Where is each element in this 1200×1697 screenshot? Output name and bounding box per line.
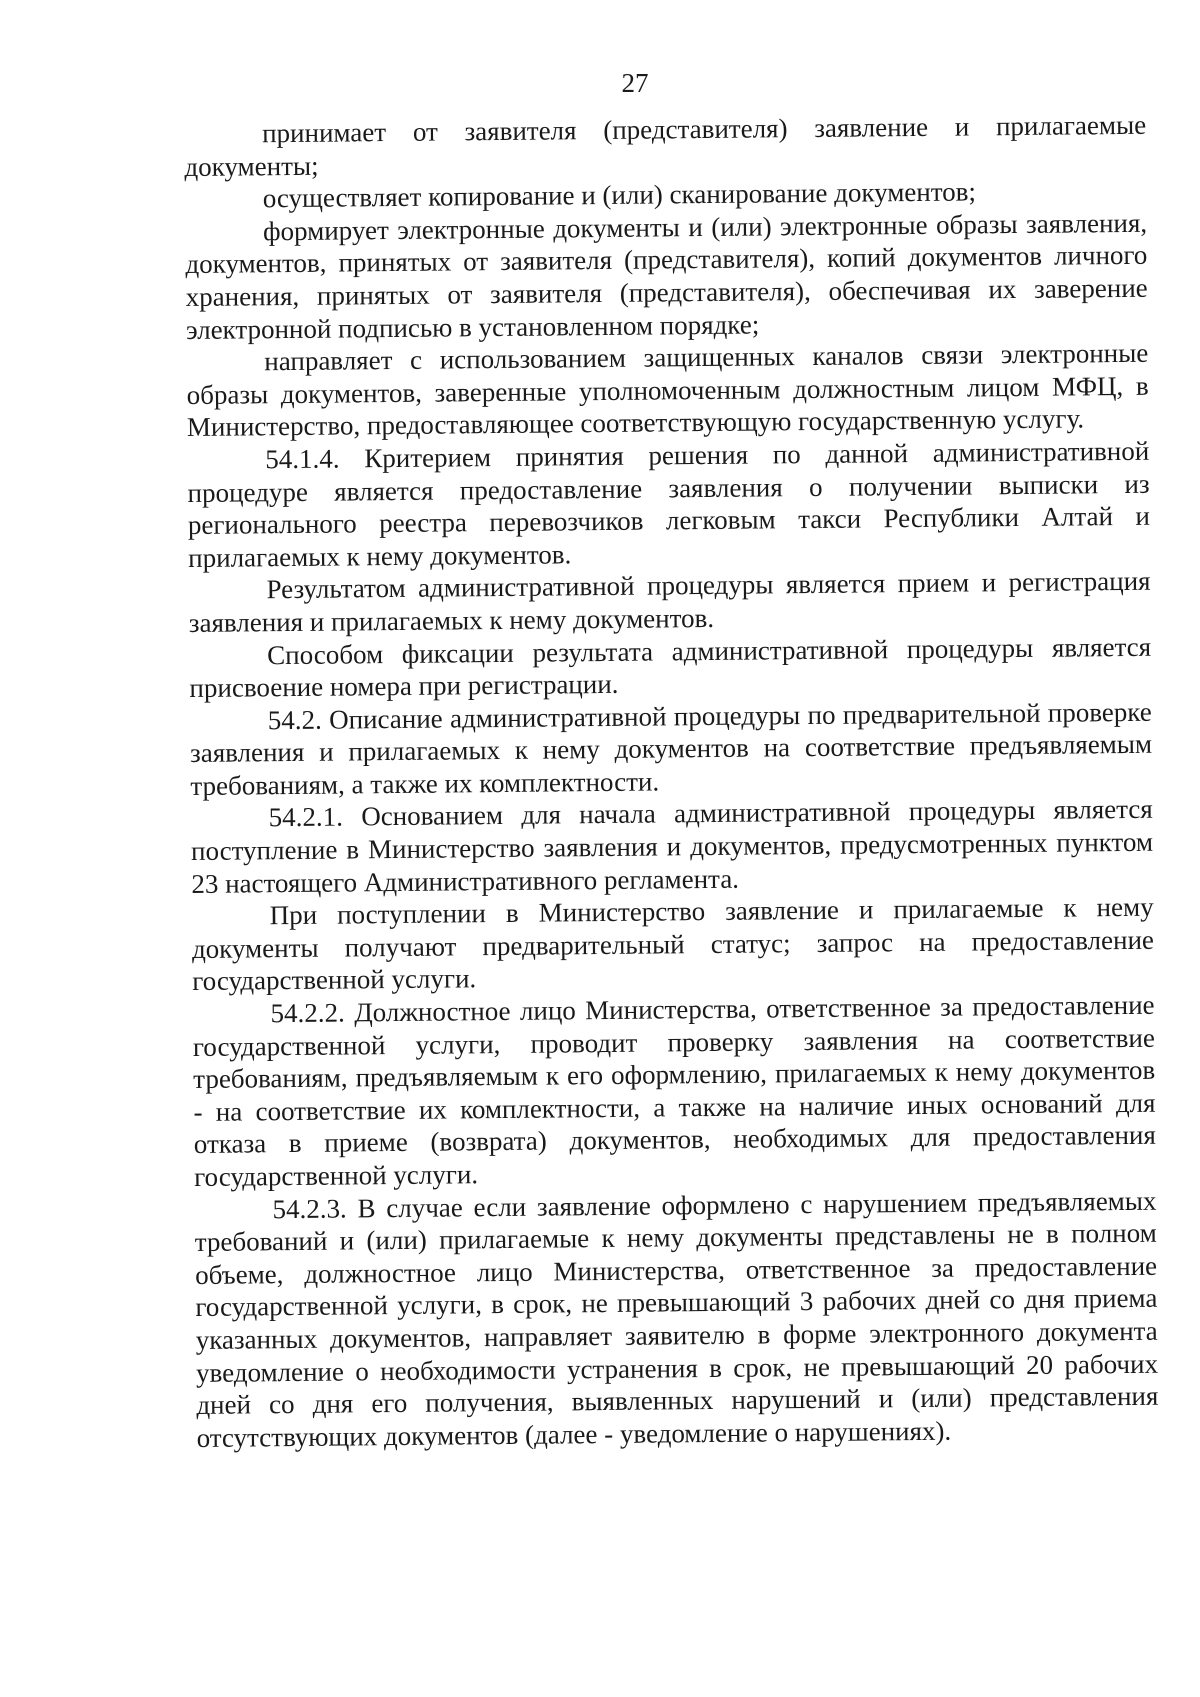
paragraph: осуществляет копирование и (или) сканирование документов;: [262, 176, 977, 214]
paragraph: 54.2.2. Должностное лицо Министерства, ответственное за предоставление государственной услуги, проводит проверку заявления на соответствие требованиям, предъявляемым к его оформлению, прилагаемых к нему документов - на соответствие их комплектности, а также на наличие иных оснований для отказа в приеме (возврата) документов, необходимых для предоставления государственной услуги.: [192, 989, 1156, 1192]
paragraph: формирует электронные документы и (или) электронные образы заявления, документов, принятых от заявителя (представителя), копий документов личного хранения, принятых от заявителя (представителя), обеспечивая их заверение электронной подписью в установленном порядке;: [185, 207, 1148, 345]
paragraph: При поступлении в Министерство заявление и прилагаемые к нему документы получают предварительный статус; запрос на предоставление государственной услуги.: [191, 891, 1155, 997]
paragraph: 54.2.3. В случае если заявление оформлено с нарушением предъявляемых требований и (или) прилагаемые к нему документы представлены не в полном объеме, должностное лицо Министерства, ответственное за предоставление государственной услуги, в срок, не превышающий 3 рабочих дней со дня приема указанных документов, направляет заявителю в форме электронного документа уведомление о необходимости устранения в срок, не превышающий 20 рабочих дней со дня его получения, выявленных нарушений и (или) представления отсутствующих документов (далее - уведомление о нарушениях).: [194, 1185, 1159, 1453]
paragraph: 54.2.1. Основанием для начала административной процедуры является поступление в Министерство заявления и документов, предусмотренных пунктом 23 настоящего Административного регламента.: [190, 794, 1154, 899]
paragraph: направляет с использованием защищенных каналов связи электронные образы документов, заверенные уполномоченным должностным лицом МФЦ, в Министерство, предоставляющее соответствующую государственную услугу.: [186, 337, 1149, 443]
paragraph: принимает от заявителя (представителя) заявление и прилагаемые документы;: [184, 109, 1147, 182]
paragraph: Результатом административной процедуры является прием и регистрация заявления и прилагаемых к нему документов.: [188, 566, 1151, 638]
paragraph: Способом фиксации результата административной процедуры является присвоение номера при регистрации.: [189, 631, 1152, 704]
paragraph: 54.1.4. Критерием принятия решения по данной административной процедуре является предоставление заявления о получении выписки из регионального реестра перевозчиков легковым такси Республики Алтай и прилагаемых к нему документов.: [187, 435, 1151, 573]
paragraph: 54.2. Описание административной процедуры по предварительной проверке заявления и прилагаемых к нему документов на соответствие предъявляемым требованиям, а также их комплектности.: [189, 696, 1153, 801]
page-number: 27: [621, 68, 649, 98]
document-body: [184, 109, 1159, 1455]
